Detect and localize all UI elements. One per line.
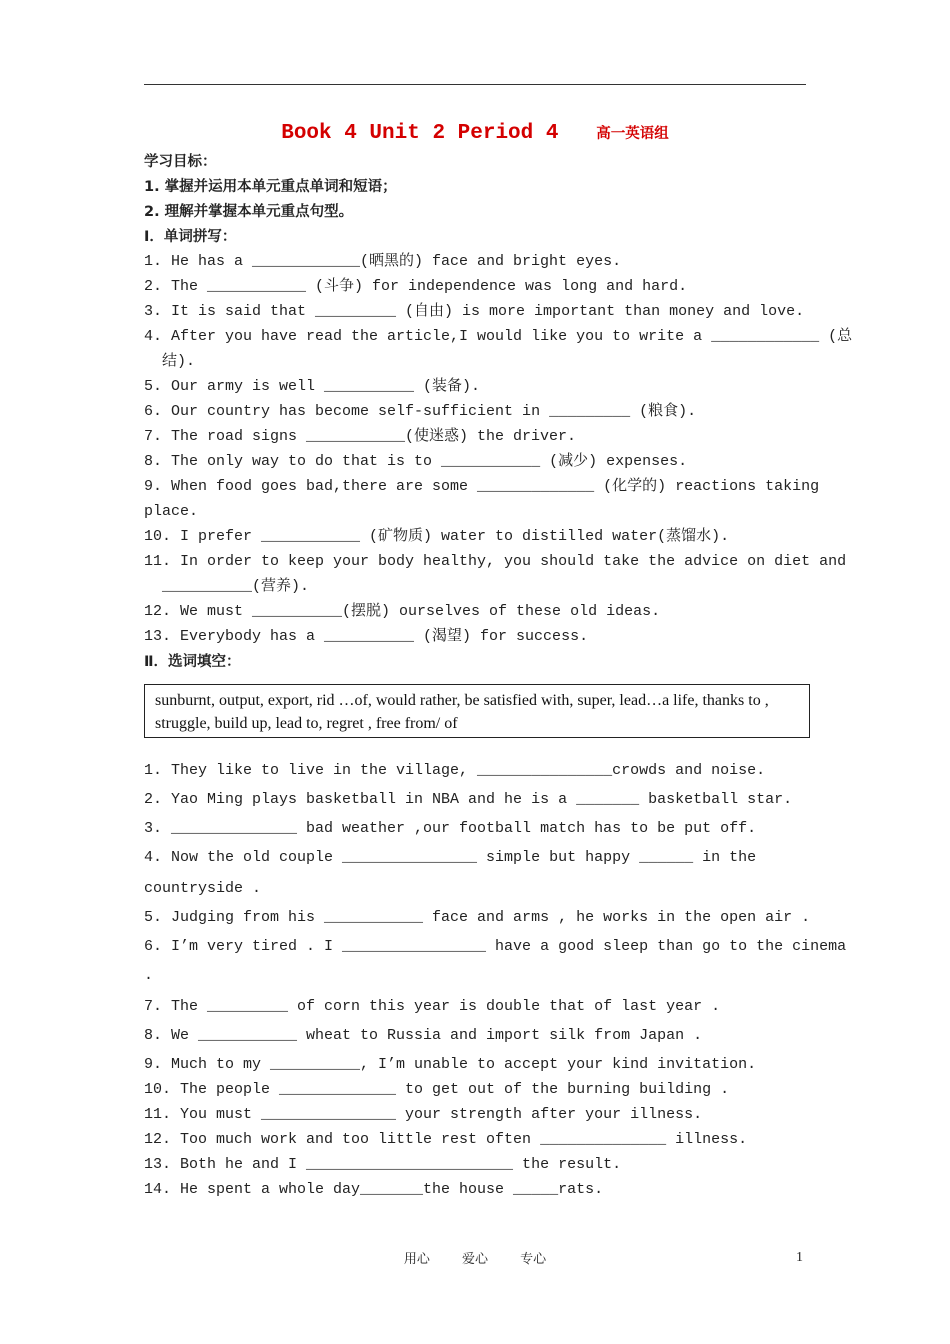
exercise-line: __________(营养). bbox=[144, 578, 310, 595]
exercise-line: place. bbox=[144, 503, 199, 520]
exercise-line: 5. Judging from his ___________ face and arms , he works in the open air . bbox=[144, 909, 811, 926]
exercise-line: 13. Both he and I _______________________ the result. bbox=[144, 1156, 622, 1173]
exercise-line: 6. I’m very tired . I ________________ have a good sleep than go to the cinema bbox=[144, 938, 847, 955]
title-cn: 高一英语组 bbox=[596, 126, 669, 142]
section1-heading: I．单词拼写： bbox=[144, 229, 237, 245]
exercise-line: 2. Yao Ming plays basketball in NBA and he is a _______ basketball star. bbox=[144, 791, 793, 808]
exercise-line: 10. The people _____________ to get out of the burning building . bbox=[144, 1081, 730, 1098]
exercise-line: 13. Everybody has a __________ (渴望) for success. bbox=[144, 628, 589, 645]
objective-item: 2. 理解并掌握本单元重点句型。 bbox=[144, 204, 354, 220]
exercise-line: 4. After you have read the article,I would like you to write a ____________ (总 bbox=[144, 328, 853, 345]
objectives-heading: 学习目标： bbox=[144, 154, 217, 170]
section2-heading: Ⅱ．选词填空： bbox=[144, 654, 241, 670]
footer-word: 用心 bbox=[403, 1252, 430, 1267]
exercise-line: 2. The ___________ (斗争) for independence was long and hard. bbox=[144, 278, 688, 295]
exercise-line: 6. Our country has become self-sufficient in _________ (粮食). bbox=[144, 403, 697, 420]
exercise-line: 4. Now the old couple _______________ simple but happy ______ in the bbox=[144, 849, 757, 866]
title-en: Book 4 Unit 2 Period 4 bbox=[281, 122, 559, 145]
exercise-line: 9. Much to my __________, I’m unable to accept your kind invitation. bbox=[144, 1056, 757, 1073]
objective-item: 1. 掌握并运用本单元重点单词和短语； bbox=[144, 179, 397, 195]
page-title bbox=[0, 122, 950, 145]
exercise-line: 1. He has a ____________(晒黑的) face and bright eyes. bbox=[144, 253, 622, 270]
exercise-line: 8. We ___________ wheat to Russia and import silk from Japan . bbox=[144, 1027, 703, 1044]
exercise-line: 12. We must __________(摆脱) ourselves of these old ideas. bbox=[144, 603, 661, 620]
exercise-line: 11. You must _______________ your strength after your illness. bbox=[144, 1106, 703, 1123]
exercise-line: 3. It is said that _________ (自由) is more important than money and love. bbox=[144, 303, 805, 320]
exercise-line: 11. In order to keep your body healthy, you should take the advice on diet and bbox=[144, 553, 847, 570]
exercise-line: 8. The only way to do that is to ___________ (减少) expenses. bbox=[144, 453, 688, 470]
exercise-line: countryside . bbox=[144, 880, 262, 897]
page-number: 1 bbox=[796, 1250, 803, 1265]
page-footer bbox=[0, 1248, 950, 1267]
exercise-line: 3. ______________ bad weather ,our football match has to be put off. bbox=[144, 820, 757, 837]
exercise-line: 1. They like to live in the village, _______________crowds and noise. bbox=[144, 762, 766, 779]
header-rule bbox=[144, 84, 806, 85]
exercise-line: 5. Our army is well __________ (装备). bbox=[144, 378, 481, 395]
exercise-line: 7. The road signs ___________(使迷惑) the driver. bbox=[144, 428, 577, 445]
exercise-line: 9. When food goes bad,there are some _____________ (化学的) reactions taking bbox=[144, 478, 820, 495]
exercise-line: 结). bbox=[144, 353, 196, 370]
footer-word: 专心 bbox=[520, 1252, 547, 1267]
word-bank-box: sunburnt, output, export, rid …of, would rather, be satisfied with, super, lead…a life, thanks to , struggle, build up, lead to, regret , free from/ of bbox=[144, 684, 810, 738]
footer-word: 爱心 bbox=[461, 1252, 488, 1267]
exercise-line: . bbox=[144, 967, 154, 984]
exercise-line: 14. He spent a whole day_______the house _____rats. bbox=[144, 1181, 604, 1198]
exercise-line: 7. The _________ of corn this year is double that of last year . bbox=[144, 998, 721, 1015]
exercise-line: 12. Too much work and too little rest often ______________ illness. bbox=[144, 1131, 748, 1148]
exercise-line: 10. I prefer ___________ (矿物质) water to distilled water(蒸馏水). bbox=[144, 528, 730, 545]
